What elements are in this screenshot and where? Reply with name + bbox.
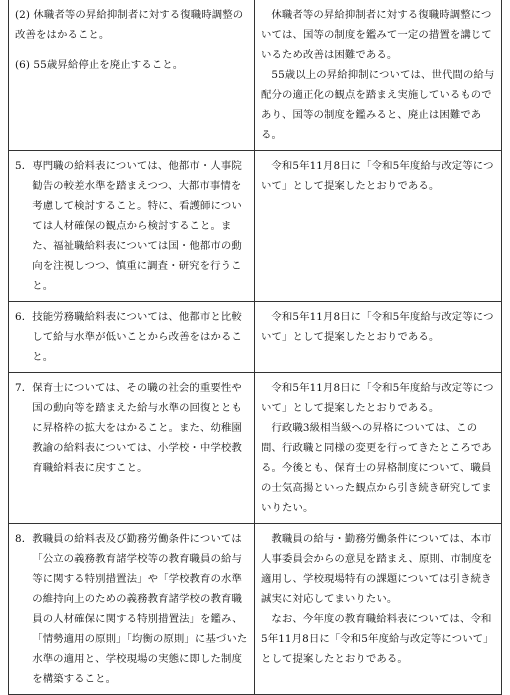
table-row [9, 373, 502, 524]
item-number: 7． [15, 382, 33, 394]
response-table [8, 0, 502, 695]
request-text: 教職員の給料表及び勤務労働条件については「公立の義務教育諸学校等の教育職員の給与等に関する特別措置法」や「学校教育の水準の維持向上のための義務教育諸学校の教育職員の人材確保に関する特別措置法」を鑑み、「情勢適用の原則」「均衡の原則」に基づいた水準の適用と、学校現場の実態に即した制度を構築すること。 [32, 533, 248, 685]
request-text: 専門職の給料表については、他都市・人事院勧告の較差水準を踏まえつつ、大都市事情を考慮して検討すること。特に、看護師については人材確保の観点から検討すること。また、福祉職給料表については国・他都市の動向を注視しつつ、慎重に調査・研究を行うこと。 [32, 160, 242, 292]
request-item-6: (6) 55歳昇給停止を廃止すること。 [15, 59, 184, 71]
request-text: 保育士については、その職の社会的重要性や国の動向等を踏まえた給与水準の回復とともに昇格枠の拡大をはかること。また、幼稚園教諭の給料表については、小学校・中学校教育職給料表に戻すこと。 [32, 382, 243, 474]
item-number: 5． [15, 160, 33, 172]
answer-paragraph: 休職者等の昇給抑制者に対する復職時調整については、国等の制度を鑑みて一定の措置を講じているため改善は困難である。 [261, 9, 492, 61]
answer-cell [255, 524, 502, 695]
request-cell [9, 302, 255, 373]
request-cell [9, 524, 255, 695]
item-number: 6． [15, 311, 33, 323]
item-number: 8． [15, 533, 33, 545]
answer-paragraph: 令和5年11月8日に「令和5年度給与改定等について」として提案したとおりである。 [261, 160, 494, 192]
request-item-2: (2) 休職者等の昇給抑制者に対する復職時調整の改善をはかること。 [15, 9, 244, 41]
table-row [9, 302, 502, 373]
request-cell [9, 151, 255, 302]
request-text: 技能労務職給料表については、他都市と比較して給与水準が低いことから改善をはかること。 [32, 311, 243, 363]
document-page [8, 0, 501, 685]
answer-paragraph: 行政職3級相当級への昇格については、この間、行政職と同様の変更を行ってきたところである。今後とも、保育士の昇格制度について、職員の士気高揚といった観点から引き続き研究してまいりたい。 [261, 422, 492, 514]
answer-cell [255, 302, 502, 373]
answer-paragraph: 教職員の給与・勤務労働条件については、本市人事委員会からの意見を踏まえ、原則、市制度を適用し、学校現場特有の課題については引き続き誠実に対応してまいりたい。 [261, 533, 493, 605]
table-row [9, 0, 502, 151]
request-cell [9, 373, 255, 524]
request-cell [9, 0, 255, 151]
answer-cell [255, 0, 502, 151]
answer-cell [255, 373, 502, 524]
answer-cell [255, 151, 502, 302]
answer-paragraph: 令和5年11月8日に「令和5年度給与改定等について」として提案したとおりである。 [261, 311, 494, 343]
table-row [9, 524, 502, 695]
table-row [9, 151, 502, 302]
answer-paragraph: なお、今年度の教育職給料表については、令和5年11月8日に「令和5年度給与改定等について」として提案したとおりである。 [261, 613, 494, 665]
answer-paragraph: 55歳以上の昇給抑制については、世代間の給与配分の適正化の観点を踏まえ実施しているものであり、国等の制度を鑑みると、廃止は困難である。 [261, 69, 495, 141]
answer-paragraph: 令和5年11月8日に「令和5年度給与改定等について」として提案したとおりである。 [261, 382, 494, 414]
